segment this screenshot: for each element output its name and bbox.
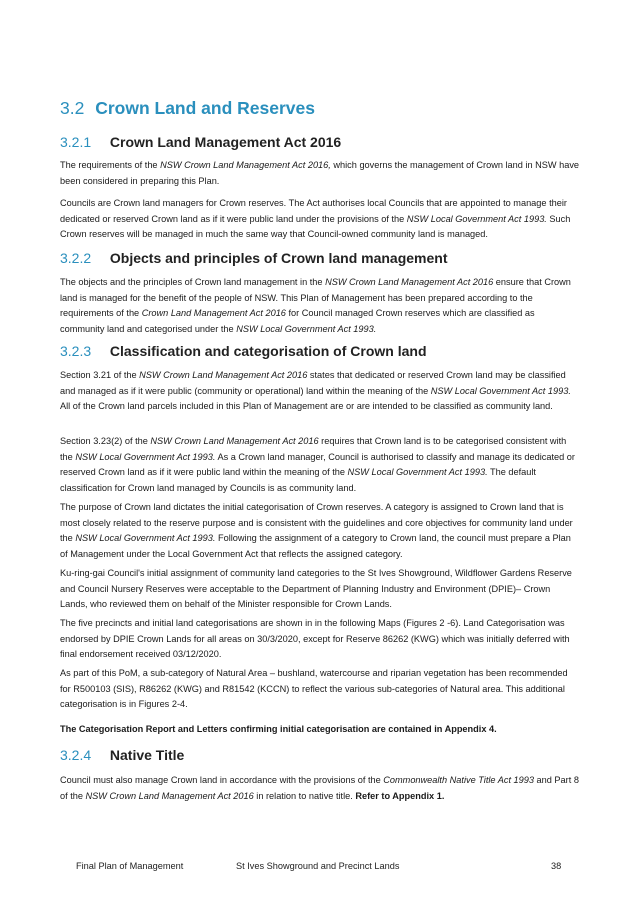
subsection-heading-323	[60, 343, 427, 359]
text-run: in relation to native title.	[253, 790, 356, 801]
italic-run: NSW Local Government Act 1993.	[75, 533, 216, 543]
text-run: Following the assignment of a category to Crown land, the council must prepare a Plan of Management under the Local Government Act that reflects the assigned category.	[60, 533, 571, 559]
text-run: As a Crown land manager, Council is authorised to classify and manage its dedicated or reserved Crown land as if it were public land within the meaning of the	[60, 451, 575, 477]
italic-run: Crown Land Management Act 2016	[141, 308, 286, 318]
text-run: and Part 8 of the	[60, 775, 579, 801]
text-run: for Council managed Crown reserves which are classified as community land and categorised under the	[60, 308, 535, 334]
footer-center: St Ives Showground and Precinct Lands	[236, 861, 400, 871]
italic-run: NSW Local Government Act 1993.	[347, 467, 488, 477]
text-run: Section 3.21 of the	[60, 370, 140, 380]
italic-run: NSW Crown Land Management Act 2016	[85, 790, 254, 801]
subsection-heading-321	[60, 134, 341, 150]
subsection-title: Crown Land Management Act 2016	[109, 134, 342, 150]
paragraph-p9: As part of this PoM, a sub-category of Natural Area – bushland, watercourse and riparian vegetation has been recommended for R500103 (SIS), R86262 (KWG) and R81542 (KCCN) to reflect the various sub-categories of Natural area. This additional categorisation is in Figures 2-4.	[60, 668, 568, 709]
paragraph-p6	[60, 500, 580, 562]
paragraph-p5	[60, 434, 580, 496]
italic-run: NSW Local Government Act 1993.	[430, 385, 571, 396]
italic-run: NSW Crown Land Management Act 2016	[325, 277, 494, 287]
footer-left: Final Plan of Management	[76, 861, 184, 871]
text-run: requires that Crown land is to be categorised consistent with the	[60, 436, 567, 462]
text-run: The purpose of Crown land dictates the initial categorisation of Crown reserves. A category is assigned to Crown land that is most closely related to the reserve purpose and is consistent with the guidelines and core objectives for community land under the	[60, 502, 573, 543]
subsection-number: 3.2.4	[60, 747, 92, 763]
section-title: Crown Land and Reserves	[95, 98, 315, 118]
text-run: All of the Crown land parcels included in this Plan of Management are or are intended to be classified as community land.	[60, 401, 553, 411]
subsection-heading-322	[60, 250, 448, 266]
italic-run: NSW Local Government Act 1993.	[236, 323, 377, 334]
text-run: The objects and the principles of Crown land management in the	[60, 277, 326, 287]
italic-run: NSW Local Government Act 1993.	[75, 451, 216, 462]
text-run: Such Crown reserves will be managed in much the same way that Council-owned community land is managed.	[60, 213, 571, 239]
text-run: which governs the management of Crown land in NSW have been considered in preparing this Plan.	[60, 160, 580, 186]
bold-run: Refer to Appendix 1.	[355, 790, 445, 801]
italic-run: NSW Crown Land Management Act 2016,	[160, 160, 331, 170]
text-run: Section 3.23(2) of the	[60, 436, 151, 446]
italic-run: Commonwealth Native Title Act 1993	[383, 775, 534, 785]
subsection-title: Objects and principles of Crown land management	[109, 250, 448, 266]
italic-run: NSW Crown Land Management Act 2016	[150, 436, 319, 446]
text-run: ensure that Crown land is managed for the benefit of the people of NSW. This Plan of Management has been prepared according to the requirements of the	[60, 277, 571, 318]
text-run: Council must also manage Crown land in accordance with the provisions of the	[60, 775, 384, 785]
italic-run: NSW Local Government Act 1993.	[406, 213, 547, 224]
italic-run: NSW Crown Land Management Act 2016	[139, 370, 308, 380]
subsection-number: 3.2.3	[60, 343, 92, 359]
subsection-title: Native Title	[109, 747, 185, 763]
paragraph-p11	[60, 773, 580, 804]
text-run: Councils are Crown land managers for Crown reserves. The Act authorises local Councils that are appointed to manage their dedicated or reserved Crown land as if it were public land under the provisions of the	[60, 198, 567, 224]
subsection-heading-324	[60, 747, 184, 763]
section-number: 3.2	[60, 98, 85, 118]
text-run: The requirements of the	[60, 160, 161, 170]
subsection-number: 3.2.1	[60, 134, 92, 150]
paragraph-p10: The Categorisation Report and Letters confirming initial categorisation are contained in Appendix 4.	[60, 724, 497, 734]
section-heading	[60, 98, 315, 119]
text-run: states that dedicated or reserved Crown land may be classified and managed as if it were public (community or operational) land within the meaning of the	[60, 370, 566, 396]
subsection-number: 3.2.2	[60, 250, 92, 266]
subsection-title: Classification and categorisation of Crown land	[109, 343, 427, 359]
paragraph-p2	[60, 196, 580, 243]
paragraph-p8: The five precincts and initial land categorisations are shown in in the following Maps (Figures 2 -6). Land Categorisation was endorsed by DPIE Crown Lands for all areas on 30/3/2020, except for Reserve 86262 (KWG) which was initially deferred with final endorsement received 03/12/2020.	[60, 618, 570, 659]
paragraph-p1	[60, 158, 580, 189]
footer-page-number: 38	[551, 861, 562, 871]
paragraph-p7: Ku-ring-gai Council's initial assignment of community land categories to the St Ives Showground, Wildflower Gardens Reserve and Council Nursery Reserves were acceptable to the Department of Planning Industry and Environment (DPIE)– Crown Lands, who reviewed them on behalf of the Minister responsible for Crown Lands.	[60, 568, 572, 609]
paragraph-p4	[60, 368, 580, 415]
paragraph-p3	[60, 275, 580, 337]
text-run: The default classification for Crown land managed by Councils is as community land.	[60, 467, 536, 493]
